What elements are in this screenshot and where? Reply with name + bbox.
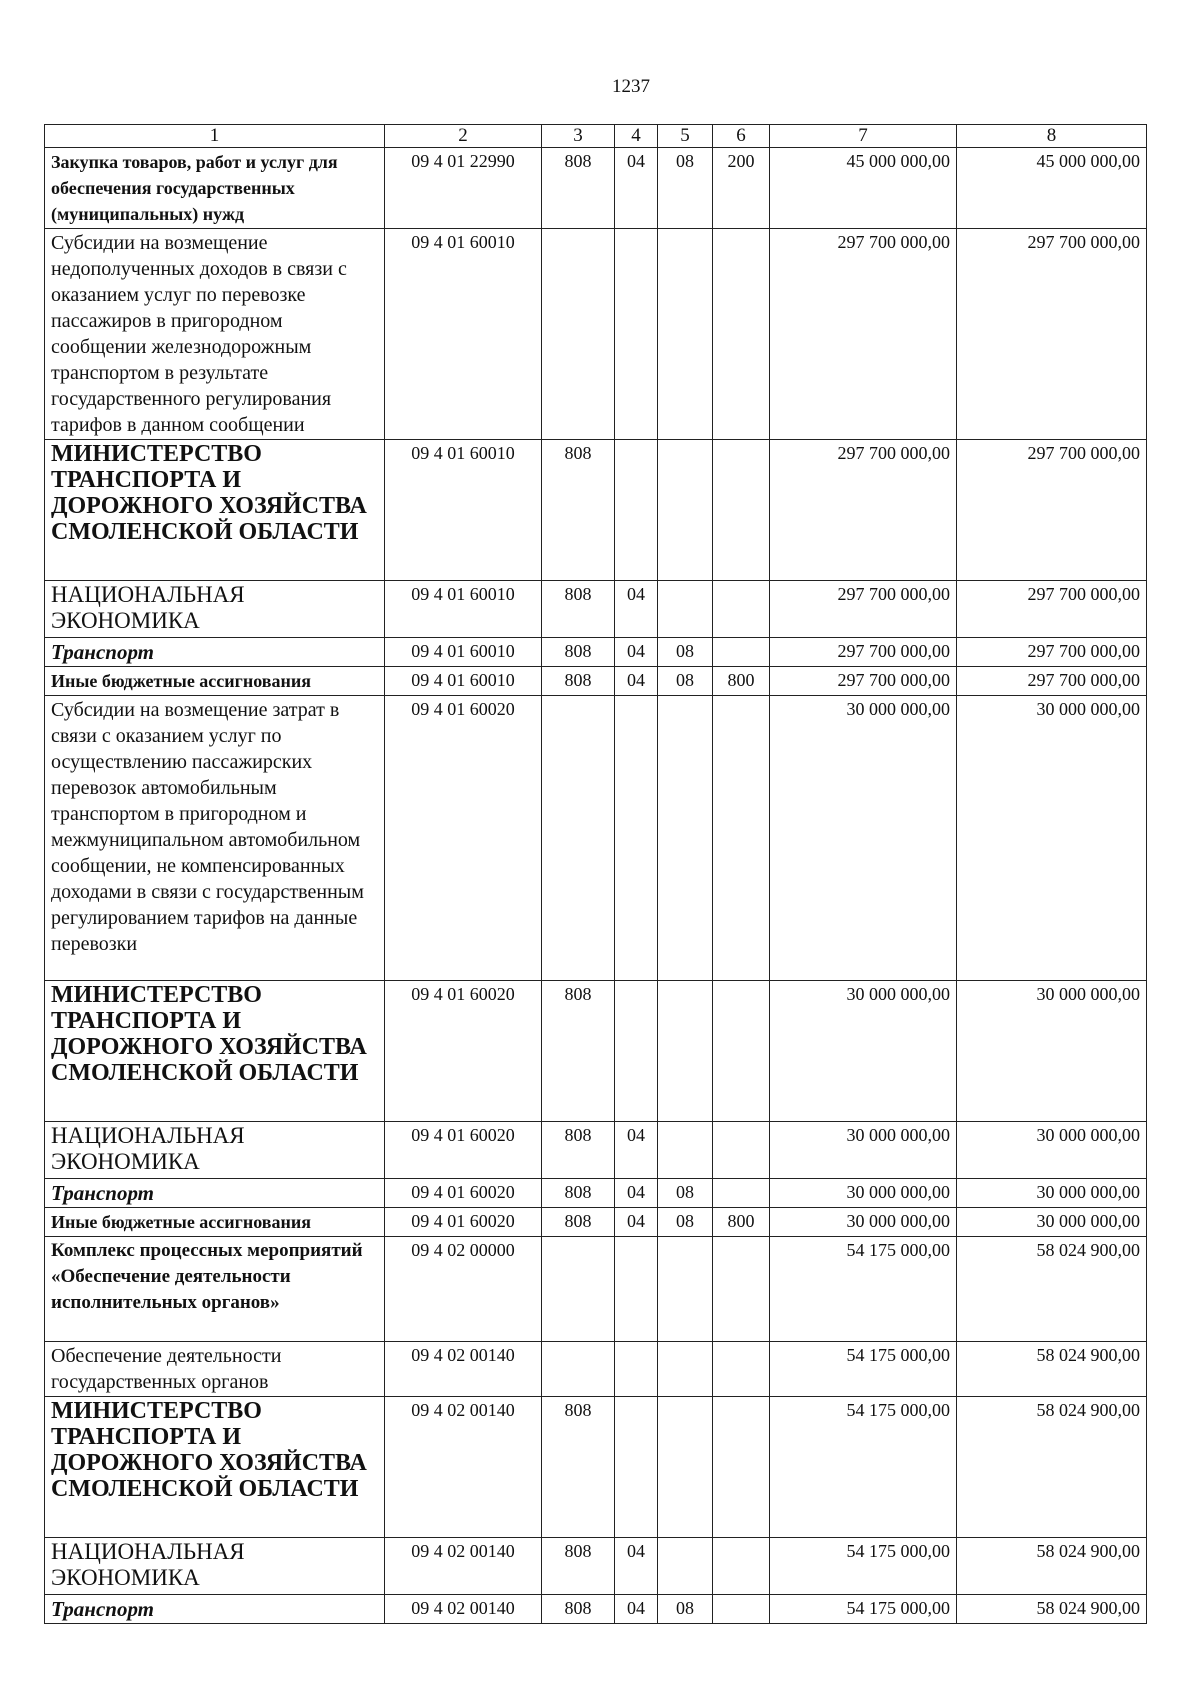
column-4-value bbox=[615, 981, 658, 1122]
column-3-value: 808 bbox=[542, 1538, 615, 1595]
row-name: Иные бюджетные ассигнования bbox=[45, 1208, 385, 1237]
column-3-value: 808 bbox=[542, 1595, 615, 1624]
column-5-value bbox=[658, 696, 713, 981]
column-header-6: 6 bbox=[713, 125, 770, 148]
column-4-value: 04 bbox=[615, 1208, 658, 1237]
amount-column-8: 30 000 000,00 bbox=[957, 1179, 1147, 1208]
column-3-value: 808 bbox=[542, 981, 615, 1122]
amount-column-8: 58 024 900,00 bbox=[957, 1237, 1147, 1342]
column-header-4: 4 bbox=[615, 125, 658, 148]
budget-code: 09 4 01 60010 bbox=[385, 581, 542, 638]
column-header-2: 2 bbox=[385, 125, 542, 148]
amount-column-7: 54 175 000,00 bbox=[770, 1237, 957, 1342]
budget-code: 09 4 01 60020 bbox=[385, 1208, 542, 1237]
column-3-value bbox=[542, 696, 615, 981]
table-row bbox=[45, 638, 1147, 667]
column-6-value bbox=[713, 229, 770, 440]
column-6-value bbox=[713, 1122, 770, 1179]
column-5-value bbox=[658, 1122, 713, 1179]
column-4-value: 04 bbox=[615, 1179, 658, 1208]
column-6-value bbox=[713, 1179, 770, 1208]
column-4-value bbox=[615, 1342, 658, 1397]
column-6-value bbox=[713, 981, 770, 1122]
row-name: Субсидии на возмещение недополученных доходов в связи с оказанием услуг по перевозке пассажиров в пригородном сообщении железнодорожным транспортом в результате государственного регулирования тарифов в данном сообщении bbox=[45, 229, 385, 440]
column-6-value bbox=[713, 1538, 770, 1595]
amount-column-8: 58 024 900,00 bbox=[957, 1538, 1147, 1595]
amount-column-7: 297 700 000,00 bbox=[770, 581, 957, 638]
table-row bbox=[45, 1208, 1147, 1237]
column-6-value bbox=[713, 1595, 770, 1624]
column-4-value: 04 bbox=[615, 581, 658, 638]
table-row bbox=[45, 1397, 1147, 1538]
column-3-value: 808 bbox=[542, 581, 615, 638]
amount-column-7: 54 175 000,00 bbox=[770, 1342, 957, 1397]
column-6-value bbox=[713, 696, 770, 981]
column-header-8: 8 bbox=[957, 125, 1147, 148]
row-name: Обеспечение деятельности государственных органов bbox=[45, 1342, 385, 1397]
column-3-value: 808 bbox=[542, 1122, 615, 1179]
column-5-value: 08 bbox=[658, 1595, 713, 1624]
budget-code: 09 4 02 00000 bbox=[385, 1237, 542, 1342]
table-row bbox=[45, 1538, 1147, 1595]
amount-column-7: 54 175 000,00 bbox=[770, 1538, 957, 1595]
column-3-value bbox=[542, 1237, 615, 1342]
amount-column-8: 58 024 900,00 bbox=[957, 1595, 1147, 1624]
amount-column-7: 30 000 000,00 bbox=[770, 981, 957, 1122]
amount-column-8: 45 000 000,00 bbox=[957, 148, 1147, 229]
column-header-7: 7 bbox=[770, 125, 957, 148]
column-5-value: 08 bbox=[658, 1208, 713, 1237]
budget-code: 09 4 01 60010 bbox=[385, 440, 542, 581]
table-row bbox=[45, 1179, 1147, 1208]
budget-code: 09 4 02 00140 bbox=[385, 1397, 542, 1538]
column-5-value bbox=[658, 440, 713, 581]
amount-column-7: 54 175 000,00 bbox=[770, 1595, 957, 1624]
column-6-value bbox=[713, 1342, 770, 1397]
amount-column-8: 297 700 000,00 bbox=[957, 667, 1147, 696]
amount-column-8: 30 000 000,00 bbox=[957, 696, 1147, 981]
amount-column-7: 30 000 000,00 bbox=[770, 696, 957, 981]
column-4-value: 04 bbox=[615, 638, 658, 667]
amount-column-8: 30 000 000,00 bbox=[957, 1122, 1147, 1179]
column-6-value: 200 bbox=[713, 148, 770, 229]
amount-column-7: 297 700 000,00 bbox=[770, 638, 957, 667]
table-row bbox=[45, 229, 1147, 440]
page-number: 1237 bbox=[612, 76, 650, 97]
column-4-value: 04 bbox=[615, 1122, 658, 1179]
row-name: НАЦИОНАЛЬНАЯ ЭКОНОМИКА bbox=[45, 1122, 385, 1179]
budget-code: 09 4 01 60020 bbox=[385, 696, 542, 981]
amount-column-7: 30 000 000,00 bbox=[770, 1122, 957, 1179]
row-name: МИНИСТЕРСТВО ТРАНСПОРТА И ДОРОЖНОГО ХОЗЯЙСТВА СМОЛЕНСКОЙ ОБЛАСТИ bbox=[45, 1397, 385, 1538]
amount-column-8: 30 000 000,00 bbox=[957, 1208, 1147, 1237]
column-3-value bbox=[542, 229, 615, 440]
row-name: Транспорт bbox=[45, 1179, 385, 1208]
column-4-value bbox=[615, 229, 658, 440]
column-5-value bbox=[658, 1538, 713, 1595]
table-row bbox=[45, 1237, 1147, 1342]
column-3-value: 808 bbox=[542, 148, 615, 229]
amount-column-8: 297 700 000,00 bbox=[957, 440, 1147, 581]
column-4-value bbox=[615, 1237, 658, 1342]
table-row bbox=[45, 1595, 1147, 1624]
column-4-value bbox=[615, 1397, 658, 1538]
table-row bbox=[45, 148, 1147, 229]
budget-code: 09 4 01 60010 bbox=[385, 229, 542, 440]
amount-column-8: 297 700 000,00 bbox=[957, 581, 1147, 638]
column-5-value bbox=[658, 1237, 713, 1342]
budget-code: 09 4 01 22990 bbox=[385, 148, 542, 229]
column-5-value: 08 bbox=[658, 1179, 713, 1208]
budget-code: 09 4 02 00140 bbox=[385, 1595, 542, 1624]
column-6-value bbox=[713, 1237, 770, 1342]
amount-column-7: 45 000 000,00 bbox=[770, 148, 957, 229]
row-name: Закупка товаров, работ и услуг для обеспечения государственных (муниципальных) нужд bbox=[45, 148, 385, 229]
column-5-value bbox=[658, 1397, 713, 1538]
column-header-3: 3 bbox=[542, 125, 615, 148]
column-4-value: 04 bbox=[615, 1595, 658, 1624]
amount-column-8: 58 024 900,00 bbox=[957, 1397, 1147, 1538]
column-6-value bbox=[713, 440, 770, 581]
column-5-value bbox=[658, 1342, 713, 1397]
amount-column-8: 58 024 900,00 bbox=[957, 1342, 1147, 1397]
column-4-value: 04 bbox=[615, 667, 658, 696]
budget-code: 09 4 02 00140 bbox=[385, 1342, 542, 1397]
table-row bbox=[45, 1122, 1147, 1179]
row-name: Транспорт bbox=[45, 638, 385, 667]
row-name: НАЦИОНАЛЬНАЯ ЭКОНОМИКА bbox=[45, 1538, 385, 1595]
table-row bbox=[45, 1342, 1147, 1397]
budget-code: 09 4 01 60010 bbox=[385, 638, 542, 667]
header-row bbox=[45, 125, 1147, 148]
column-6-value: 800 bbox=[713, 1208, 770, 1237]
column-3-value: 808 bbox=[542, 1208, 615, 1237]
budget-code: 09 4 01 60020 bbox=[385, 1122, 542, 1179]
column-5-value bbox=[658, 981, 713, 1122]
amount-column-7: 54 175 000,00 bbox=[770, 1397, 957, 1538]
table-row bbox=[45, 440, 1147, 581]
table-row bbox=[45, 581, 1147, 638]
amount-column-7: 297 700 000,00 bbox=[770, 229, 957, 440]
column-4-value bbox=[615, 440, 658, 581]
amount-column-7: 30 000 000,00 bbox=[770, 1179, 957, 1208]
amount-column-8: 297 700 000,00 bbox=[957, 638, 1147, 667]
column-4-value bbox=[615, 696, 658, 981]
column-header-5: 5 bbox=[658, 125, 713, 148]
column-5-value: 08 bbox=[658, 148, 713, 229]
row-name: МИНИСТЕРСТВО ТРАНСПОРТА И ДОРОЖНОГО ХОЗЯЙСТВА СМОЛЕНСКОЙ ОБЛАСТИ bbox=[45, 981, 385, 1122]
table-body bbox=[45, 148, 1147, 1624]
row-name: Комплекс процессных мероприятий «Обеспечение деятельности исполнительных органов» bbox=[45, 1237, 385, 1342]
column-4-value: 04 bbox=[615, 1538, 658, 1595]
table-row bbox=[45, 981, 1147, 1122]
budget-table bbox=[44, 124, 1147, 1624]
column-4-value: 04 bbox=[615, 148, 658, 229]
column-3-value: 808 bbox=[542, 440, 615, 581]
budget-code: 09 4 01 60020 bbox=[385, 981, 542, 1122]
column-6-value: 800 bbox=[713, 667, 770, 696]
row-name: НАЦИОНАЛЬНАЯ ЭКОНОМИКА bbox=[45, 581, 385, 638]
row-name: Субсидии на возмещение затрат в связи с оказанием услуг по осуществлению пассажирских перевозок автомобильным транспортом в пригородном и межмуниципальном автомобильном сообщении, не компенсированных доходами в связи с государственным регулированием тарифов на данные перевозки bbox=[45, 696, 385, 981]
column-header-1: 1 bbox=[45, 125, 385, 148]
amount-column-8: 297 700 000,00 bbox=[957, 229, 1147, 440]
column-3-value: 808 bbox=[542, 638, 615, 667]
column-5-value: 08 bbox=[658, 638, 713, 667]
column-3-value: 808 bbox=[542, 1179, 615, 1208]
table-row bbox=[45, 696, 1147, 981]
budget-code: 09 4 01 60020 bbox=[385, 1179, 542, 1208]
column-5-value: 08 bbox=[658, 667, 713, 696]
row-name: Транспорт bbox=[45, 1595, 385, 1624]
amount-column-7: 297 700 000,00 bbox=[770, 440, 957, 581]
column-3-value: 808 bbox=[542, 1397, 615, 1538]
budget-code: 09 4 02 00140 bbox=[385, 1538, 542, 1595]
amount-column-7: 30 000 000,00 bbox=[770, 1208, 957, 1237]
row-name: МИНИСТЕРСТВО ТРАНСПОРТА И ДОРОЖНОГО ХОЗЯЙСТВА СМОЛЕНСКОЙ ОБЛАСТИ bbox=[45, 440, 385, 581]
column-6-value bbox=[713, 581, 770, 638]
budget-code: 09 4 01 60010 bbox=[385, 667, 542, 696]
column-5-value bbox=[658, 229, 713, 440]
table-row bbox=[45, 667, 1147, 696]
column-3-value bbox=[542, 1342, 615, 1397]
amount-column-7: 297 700 000,00 bbox=[770, 667, 957, 696]
amount-column-8: 30 000 000,00 bbox=[957, 981, 1147, 1122]
row-name: Иные бюджетные ассигнования bbox=[45, 667, 385, 696]
column-6-value bbox=[713, 1397, 770, 1538]
column-6-value bbox=[713, 638, 770, 667]
column-5-value bbox=[658, 581, 713, 638]
column-3-value: 808 bbox=[542, 667, 615, 696]
